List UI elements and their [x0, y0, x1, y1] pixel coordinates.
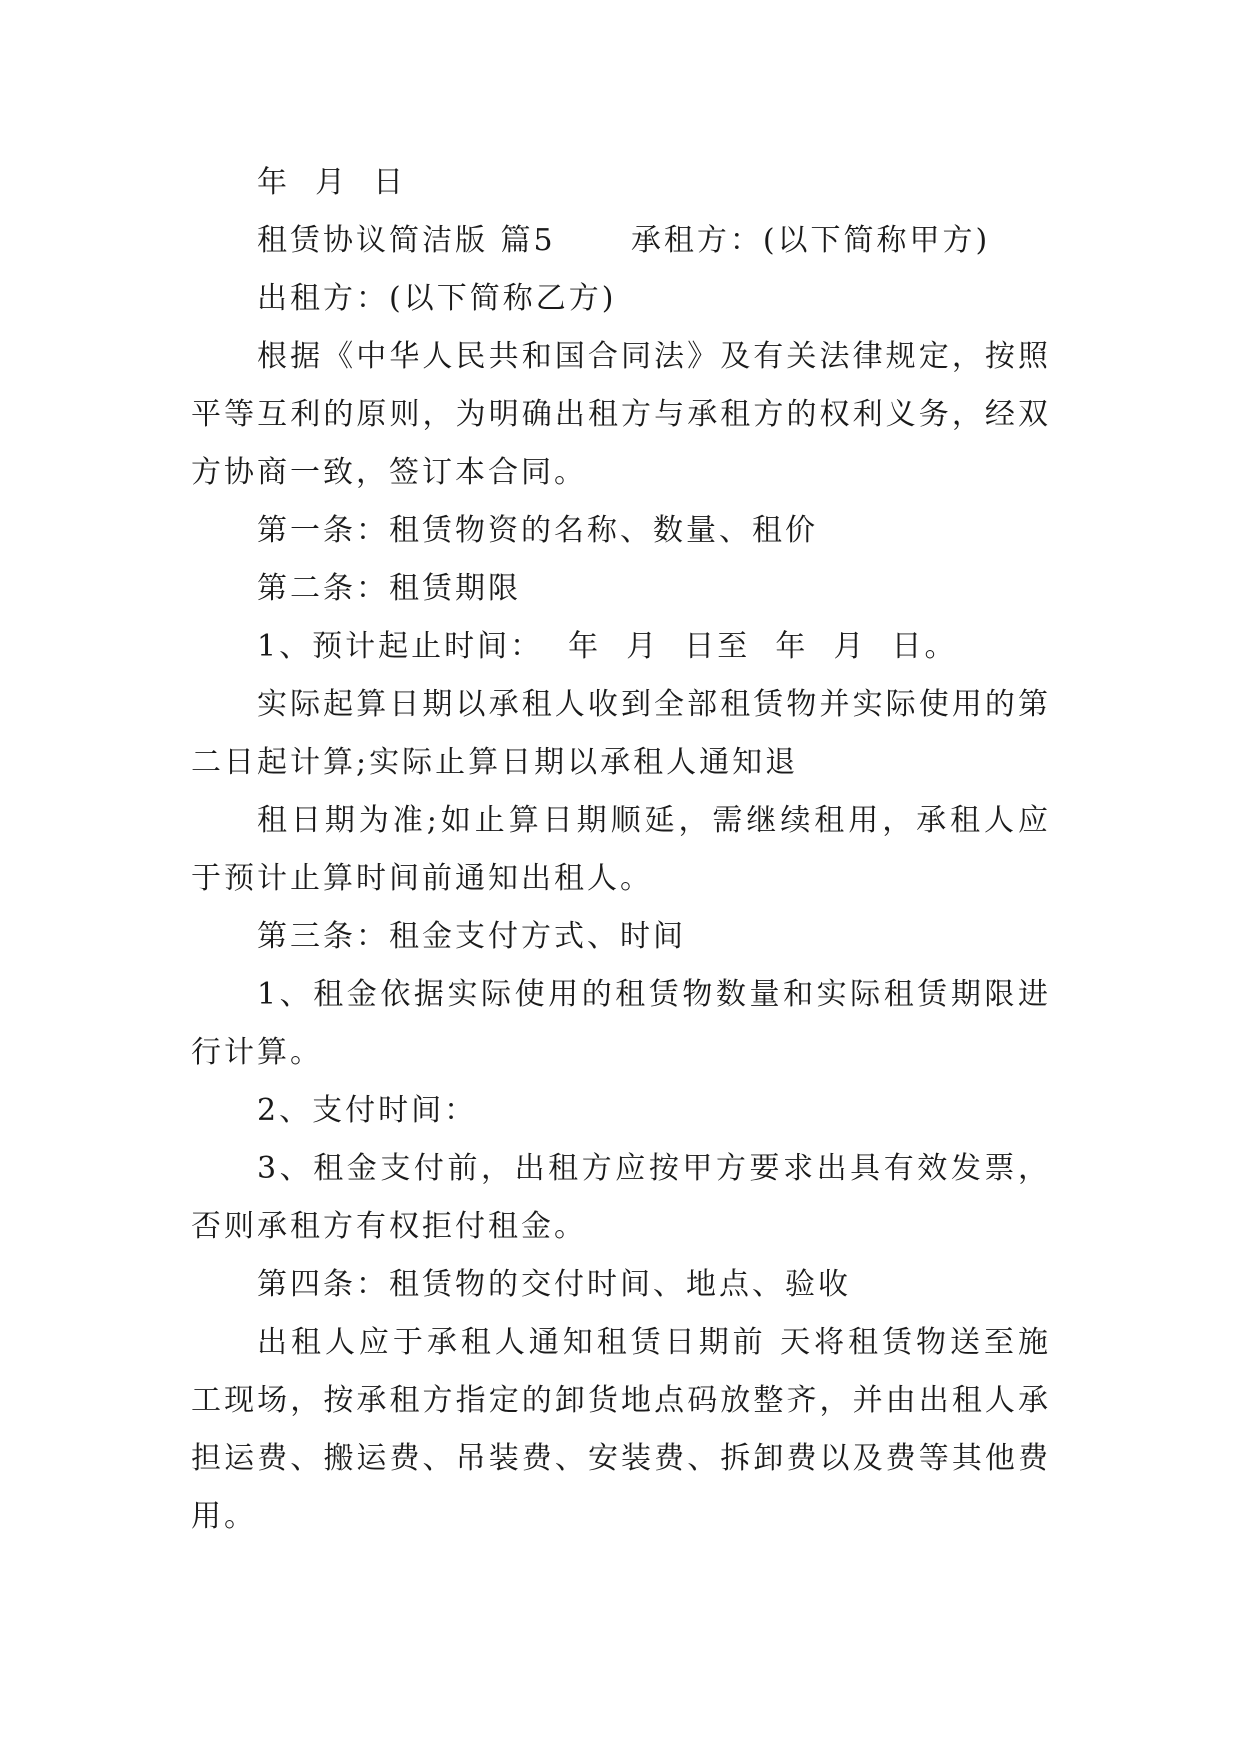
article-3-heading: 第三条：租金支付方式、时间 — [257, 919, 686, 954]
payment-item-2: 2、支付时间： — [257, 1093, 478, 1128]
section-title-line: 租赁协议简洁版 篇5 承租方：(以下简称甲方) — [257, 223, 991, 258]
delivery-paragraph: 出租人应于承租人通知租赁日期前 天将租赁物送至施工现场，按承租方指定的卸货地点码放整齐，并由出租人承担运费、搬运费、吊装费、安装费、拆卸费以及费等其他费用。 — [191, 1325, 1051, 1534]
term-end-paragraph: 租日期为准;如止算日期顺延，需继续租用，承租人应于预计止算时间前通知出租人。 — [191, 803, 1051, 896]
lessor-line: 出租方：(以下简称乙方) — [257, 281, 617, 316]
document-body — [191, 154, 1051, 1546]
article-4-heading: 第四条：租赁物的交付时间、地点、验收 — [257, 1267, 851, 1302]
date-line: 年 月 日 — [257, 165, 407, 200]
term-item-1: 1、预计起止时间： 年 月 日至 年 月 日。 — [257, 629, 958, 664]
article-1-heading: 第一条：租赁物资的名称、数量、租价 — [257, 513, 818, 548]
article-2-heading: 第二条：租赁期限 — [257, 571, 521, 606]
preamble-paragraph: 根据《中华人民共和国合同法》及有关法律规定，按照平等互利的原则，为明确出租方与承租方的权利义务，经双方协商一致，签订本合同。 — [191, 339, 1051, 490]
term-start-paragraph: 实际起算日期以承租人收到全部租赁物并实际使用的第二日起计算;实际止算日期以承租人通知退 — [191, 687, 1051, 780]
payment-item-1: 1、租金依据实际使用的租赁物数量和实际租赁期限进行计算。 — [191, 977, 1051, 1070]
payment-item-3: 3、租金支付前，出租方应按甲方要求出具有效发票，否则承租方有权拒付租金。 — [191, 1151, 1051, 1244]
